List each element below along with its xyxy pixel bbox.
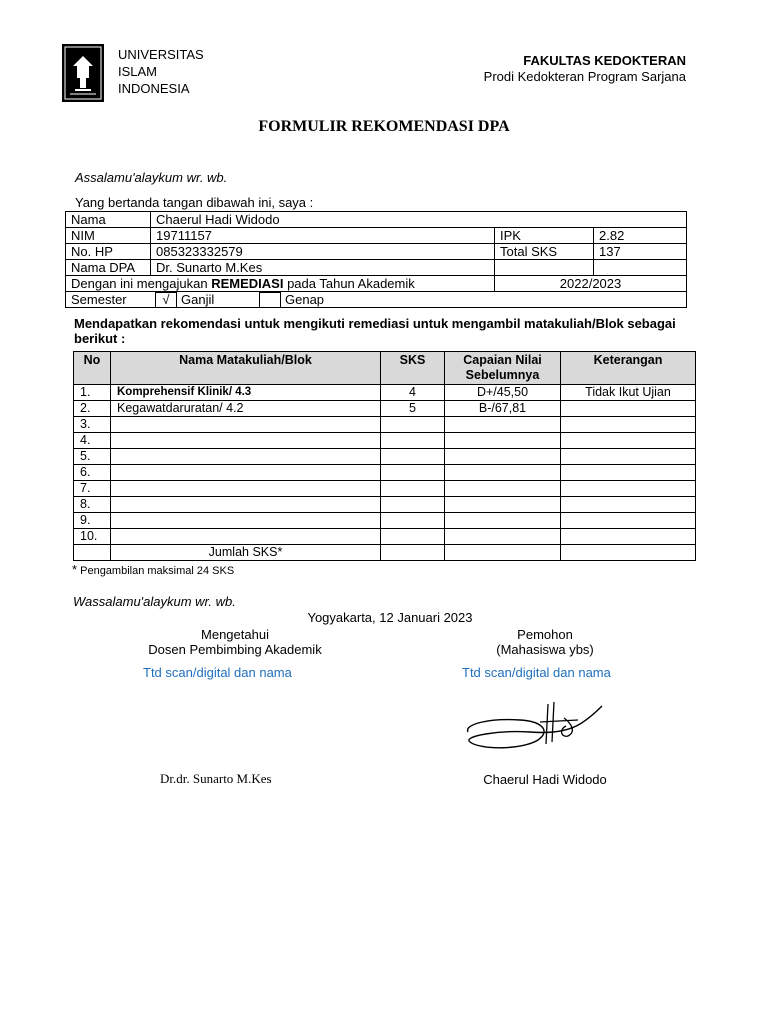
table-row <box>74 417 696 433</box>
total-sks-value[interactable]: 137 <box>594 244 687 260</box>
col-header-name: Nama Matakuliah/Blok <box>111 352 381 385</box>
empty-cell <box>445 545 561 561</box>
academic-year-value[interactable]: 2022/2023 <box>495 276 687 292</box>
right-signature-title-1: Pemohon <box>517 627 573 642</box>
total-row <box>74 545 696 561</box>
row-no: 5. <box>74 449 111 465</box>
university-logo <box>62 44 104 102</box>
semester-label: Semester <box>71 292 127 307</box>
intro-text: Yang bertanda tangan dibawah ini, saya : <box>75 195 314 210</box>
row-note[interactable] <box>561 481 696 497</box>
row-sks[interactable] <box>381 417 445 433</box>
nama-label: Nama <box>66 212 151 228</box>
table-row <box>74 465 696 481</box>
recommendation-text: Mendapatkan rekomendasi untuk mengikuti remediasi untuk mengambil matakuliah/Blok sebagai berikut : <box>74 316 676 346</box>
table-row <box>74 481 696 497</box>
identity-table <box>65 211 687 308</box>
table-row <box>74 513 696 529</box>
row-no: 10. <box>74 529 111 545</box>
row-course-name[interactable] <box>111 481 381 497</box>
col-header-grade-line1: Capaian Nilai <box>463 353 542 367</box>
row-note[interactable] <box>561 465 696 481</box>
ipk-value[interactable]: 2.82 <box>594 228 687 244</box>
genap-checkbox[interactable] <box>259 292 281 308</box>
closing: Wassalamu'alaykum wr. wb. <box>73 594 236 609</box>
left-signature-title-1: Mengetahui <box>201 627 269 642</box>
row-sks[interactable] <box>381 481 445 497</box>
table-row <box>74 449 696 465</box>
row-no: 3. <box>74 417 111 433</box>
dpa-value[interactable]: Dr. Sunarto M.Kes <box>151 260 495 276</box>
nim-label: NIM <box>66 228 151 244</box>
row-sks[interactable] <box>381 513 445 529</box>
request-type: REMEDIASI <box>211 276 284 291</box>
row-sks[interactable]: 4 <box>381 385 445 401</box>
right-signature-title-2: (Mahasiswa ybs) <box>496 642 594 657</box>
row-course-name[interactable]: Kegawatdaruratan/ 4.2 <box>111 401 381 417</box>
row-no: 1. <box>74 385 111 401</box>
row-no: 9. <box>74 513 111 529</box>
row-no: 6. <box>74 465 111 481</box>
row-note[interactable] <box>561 417 696 433</box>
row-course-name[interactable] <box>111 497 381 513</box>
ganjil-checkbox[interactable]: √ <box>155 292 177 308</box>
advisor-name: Dr.dr. Sunarto M.Kes <box>160 771 272 786</box>
col-header-grade <box>445 352 561 385</box>
table-row <box>74 433 696 449</box>
footnote-mark: * <box>72 562 78 577</box>
row-grade[interactable] <box>445 449 561 465</box>
row-course-name[interactable] <box>111 433 381 449</box>
row-sks[interactable] <box>381 433 445 449</box>
nama-value[interactable]: Chaerul Hadi Widodo <box>151 212 687 228</box>
course-table <box>73 351 696 561</box>
left-signature-hint: Ttd scan/digital dan nama <box>143 665 292 680</box>
total-sks-label: Jumlah SKS* <box>111 545 381 561</box>
row-grade[interactable] <box>445 529 561 545</box>
row-course-name[interactable] <box>111 417 381 433</box>
total-sks-label: Total SKS <box>495 244 594 260</box>
row-grade[interactable] <box>445 465 561 481</box>
ganjil-label: Ganjil <box>181 292 215 307</box>
empty-cell <box>74 545 111 561</box>
hp-label: No. HP <box>66 244 151 260</box>
row-sks[interactable] <box>381 449 445 465</box>
row-no: 4. <box>74 433 111 449</box>
footnote-text: Pengambilan maksimal 24 SKS <box>77 565 235 577</box>
row-nama <box>66 212 687 228</box>
row-note[interactable] <box>561 529 696 545</box>
row-grade[interactable]: B-/67,81 <box>445 401 561 417</box>
row-grade[interactable] <box>445 513 561 529</box>
row-course-name[interactable] <box>111 449 381 465</box>
row-sks[interactable] <box>381 529 445 545</box>
student-signature <box>460 696 610 756</box>
table-row <box>74 529 696 545</box>
hp-value[interactable]: 085323332579 <box>151 244 495 260</box>
col-header-note: Keterangan <box>561 352 696 385</box>
row-course-name[interactable] <box>111 529 381 545</box>
greeting: Assalamu'alaykum wr. wb. <box>75 170 228 185</box>
row-grade[interactable] <box>445 481 561 497</box>
university-name-line-3: INDONESIA <box>118 81 190 96</box>
total-sks-cell[interactable] <box>381 545 445 561</box>
row-request <box>66 276 687 292</box>
row-semester <box>66 292 687 308</box>
row-grade[interactable] <box>445 433 561 449</box>
empty-cell <box>561 545 696 561</box>
course-table-header <box>74 352 696 385</box>
row-note[interactable] <box>561 449 696 465</box>
faculty-name: FAKULTAS KEDOKTERAN <box>523 53 686 68</box>
footnote <box>72 562 234 577</box>
col-header-no: No <box>74 352 111 385</box>
row-nim <box>66 228 687 244</box>
row-no: 8. <box>74 497 111 513</box>
university-name-line-2: ISLAM <box>118 64 158 79</box>
request-text-pre: Dengan ini mengajukan <box>71 276 212 291</box>
row-hp <box>66 244 687 260</box>
semester-cell <box>66 292 687 308</box>
row-course-name[interactable] <box>111 465 381 481</box>
row-sks[interactable]: 5 <box>381 401 445 417</box>
row-note[interactable] <box>561 433 696 449</box>
col-header-grade-line2: Sebelumnya <box>465 368 540 382</box>
table-row <box>74 401 696 417</box>
row-sks[interactable] <box>381 465 445 481</box>
dpa-label: Nama DPA <box>66 260 151 276</box>
row-no: 2. <box>74 401 111 417</box>
row-note[interactable] <box>561 401 696 417</box>
university-name-line-1: UNIVERSITAS <box>118 47 204 62</box>
row-note[interactable] <box>561 497 696 513</box>
program-name: Prodi Kedokteran Program Sarjana <box>483 69 686 84</box>
left-signature-title-2: Dosen Pembimbing Akademik <box>148 642 322 657</box>
table-row <box>74 497 696 513</box>
ipk-label: IPK <box>495 228 594 244</box>
right-signature-hint: Ttd scan/digital dan nama <box>462 665 611 680</box>
request-text-post: pada Tahun Akademik <box>283 276 415 291</box>
row-dpa <box>66 260 687 276</box>
row-note[interactable]: Tidak Ikut Ujian <box>561 385 696 401</box>
row-note[interactable] <box>561 513 696 529</box>
empty-cell <box>594 260 687 276</box>
nim-value[interactable]: 19711157 <box>151 228 495 244</box>
form-title: FORMULIR REKOMENDASI DPA <box>258 118 510 135</box>
col-header-sks: SKS <box>381 352 445 385</box>
row-grade[interactable] <box>445 497 561 513</box>
row-course-name[interactable] <box>111 513 381 529</box>
row-sks[interactable] <box>381 497 445 513</box>
table-row <box>74 385 696 401</box>
row-grade[interactable]: D+/45,50 <box>445 385 561 401</box>
row-course-name[interactable]: Komprehensif Klinik/ 4.3 <box>111 385 381 401</box>
place-date: Yogyakarta, 12 Januari 2023 <box>307 610 473 625</box>
genap-label: Genap <box>285 292 325 307</box>
student-name: Chaerul Hadi Widodo <box>483 772 607 787</box>
empty-cell <box>495 260 594 276</box>
row-grade[interactable] <box>445 417 561 433</box>
row-no: 7. <box>74 481 111 497</box>
request-text <box>66 276 495 292</box>
